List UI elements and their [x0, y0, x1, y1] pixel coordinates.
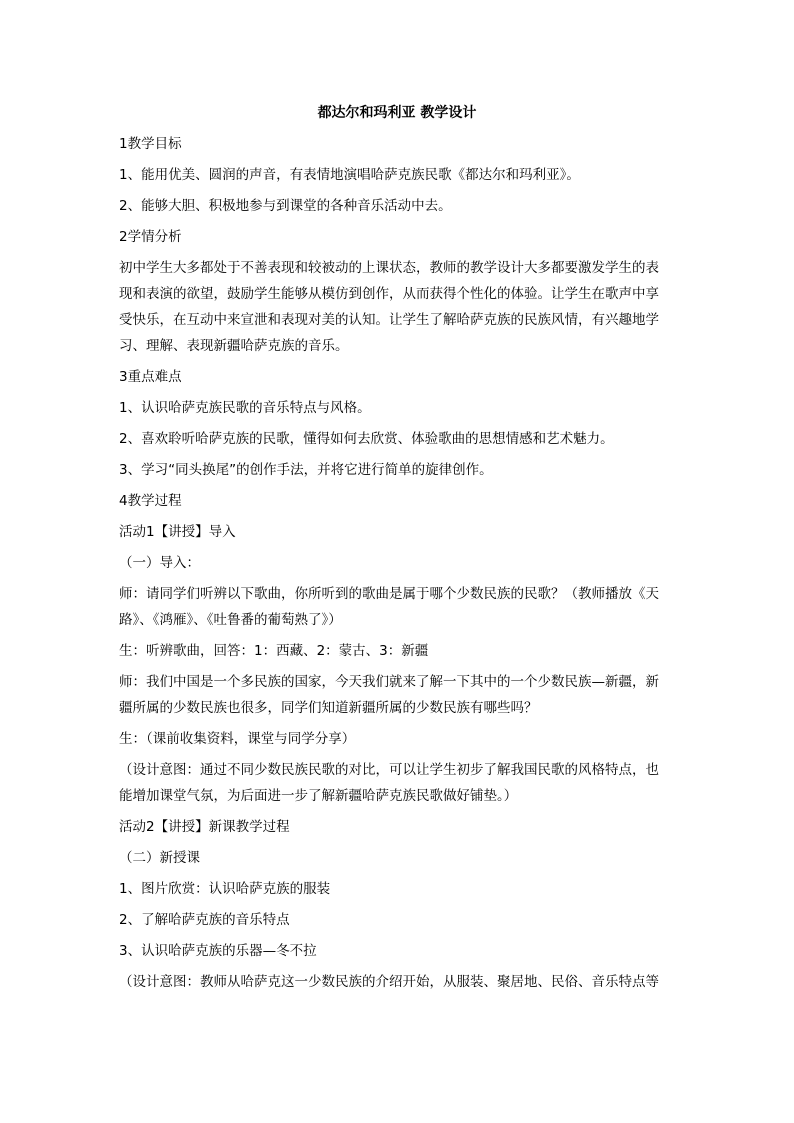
text-line: （设计意图：教师从哈萨克这一少数民族的介绍开始，从服装、聚居地、民俗、音乐特点等	[119, 974, 659, 990]
paragraph-line: 习、理解、表现新疆哈萨克族的音乐。	[119, 338, 349, 354]
paragraph-line: 师：我们中国是一个多民族的国家，今天我们就来了解一下其中的一个少数民族—新疆，新	[119, 674, 659, 690]
paragraph-line: 师：请同学们听辨以下歌曲，你所听到的歌曲是属于哪个少数民族的民歌？（教师播放《天	[119, 586, 659, 602]
document-body	[119, 134, 679, 1003]
text-line: 2、喜欢聆听哈萨克族的民歌，懂得如何去欣赏、体验歌曲的思想情感和艺术魅力。	[119, 431, 614, 447]
paragraph-line: 路》、《鸿雁》、《吐鲁番的葡萄熟了》）	[119, 612, 342, 628]
text-line: 3重点难点	[119, 369, 182, 385]
text-line: 2、了解哈萨克族的音乐特点	[119, 912, 290, 928]
text-line: 生：（课前收集资料，课堂与同学分享）	[119, 731, 356, 747]
text-line: （一）导入：	[119, 555, 200, 571]
paragraph-line: 受快乐，在互动中来宣泄和表现对美的认知。让学生了解哈萨克族的民族风情，有兴趣地学	[119, 312, 659, 328]
paragraph	[119, 584, 679, 630]
paragraph-line: 现和表演的欲望，鼓励学生能够从模仿到创作，从而获得个性化的体验。让学生在歌声中享	[119, 286, 659, 302]
paragraph-line: 初中学生大多都处于不善表现和较被动的上课状态，教师的教学设计大多都要激发学生的表	[119, 260, 659, 276]
text-line: 2、能够大胆、积极地参与到课堂的各种音乐活动中去。	[119, 198, 452, 214]
text-line: 1、能用优美、圆润的声音，有表情地演唱哈萨克族民歌《都达尔和玛利亚》。	[119, 167, 580, 183]
paragraph-line: （设计意图：通过不同少数民族民歌的对比，可以让学生初步了解我国民歌的风格特点，也	[119, 762, 659, 778]
text-line: 1、认识哈萨克族民歌的音乐特点与风格。	[119, 400, 371, 416]
text-line: 1、图片欣赏：认识哈萨克族的服装	[119, 881, 331, 897]
text-line: 活动1【讲授】导入	[119, 524, 236, 540]
text-line: 活动2【讲授】新课教学过程	[119, 819, 290, 835]
paragraph	[119, 760, 679, 806]
text-line: （二）新授课	[119, 850, 200, 866]
paragraph	[119, 258, 679, 356]
paragraph-line: 疆所属的少数民族也很多，同学们知道新疆所属的少数民族有哪些吗？	[119, 700, 538, 716]
text-line: 2学情分析	[119, 229, 182, 245]
text-line: 4教学过程	[119, 493, 182, 509]
text-line: 3、学习“同头换尾”的创作手法，并将它进行简单的旋律创作。	[119, 462, 493, 478]
paragraph	[119, 672, 679, 718]
text-line: 3、认识哈萨克族的乐器—冬不拉	[119, 943, 317, 959]
text-line: 生：听辨歌曲，回答：1：西藏、2：蒙古、3：新疆	[119, 643, 429, 659]
paragraph-line: 能增加课堂气氛，为后面进一步了解新疆哈萨克族民歌做好铺垫。）	[119, 788, 518, 804]
text-line: 1教学目标	[119, 136, 182, 152]
document-title: 都达尔和玛利亚 教学设计	[317, 105, 477, 121]
